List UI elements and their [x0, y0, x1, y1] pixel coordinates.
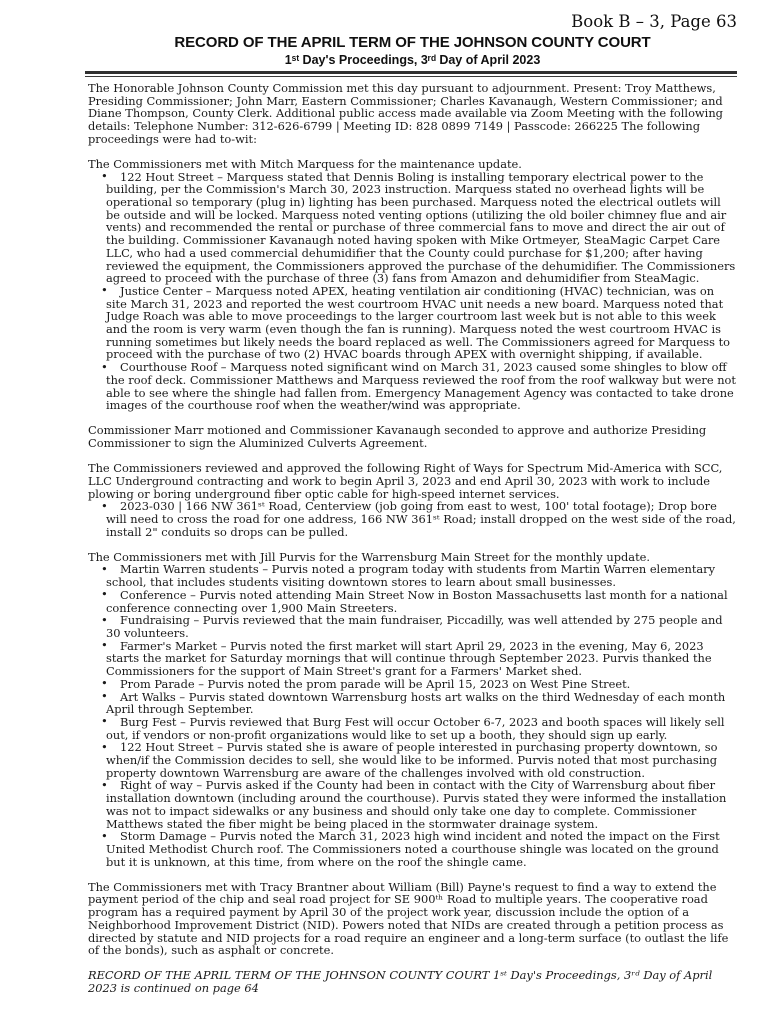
bullet-item: • Prom Parade – Purvis noted the prom parade will be April 15, 2023 on West Pine Street.: [106, 678, 737, 691]
section-lead-paragraph: The Commissioners met with Tracy Brantner about William (Bill) Payne's request to find a way to extend the payment period of the chip and seal road project for SE 900ᵗʰ Road to multiple years. The cooperative road program has a required payment by April 30 of the project work year, discussion include the option of a Neighborhood Improvement District (NID). Powers noted that NIDs are created through a petition process as directed by statute and NID projects for a road require an engineer and a long-term surface (to outlast the life of the bonds), such as asphalt or concrete.: [88, 879, 729, 958]
sections-container: [88, 158, 737, 957]
intro-paragraph: The Honorable Johnson County Commission met this day pursuant to adjournment. Present: Troy Matthews, Presiding Commissioner; John Marr, Eastern Commissioner; Charles Kavanaugh, Western Commissioner; and Diane Thompson, County Clerk. Additional public access made available via Zoom Meeting with the following details: Telephone Number: 312-626-6799 | Meeting ID: 828 0899 7149 | Passcode: 266225 The following proceedings were had to-wit:: [88, 81, 723, 146]
section-lead-paragraph: The Commissioners reviewed and approved the following Right of Ways for Spectrum Mid-America with SCC, LLC Underground contracting and work to begin April 3, 2023 and end April 30, 2023 with work to include plowing or boring underground fiber optic cable for high-speed internet services.: [88, 461, 723, 501]
bullet-item: • 2023-030 | 166 NW 361ˢᵗ Road, Centerview (job going from east to west, 100' total footage); Drop bore will need to cross the road for one address, 166 NW 361ˢᵗ Road; install dropped on the west side of the road, install 2" conduits so drops can be pulled.: [106, 500, 737, 538]
bullet-list: [88, 563, 737, 868]
bullet-list: [88, 500, 737, 538]
bullet-item: • Fundraising – Purvis reviewed that the main fundraiser, Piccadilly, was well attended by 275 people and 30 volunteers.: [106, 614, 737, 639]
bullet-item: • Courthouse Roof – Marquess noted significant wind on March 31, 2023 caused some shingles to blow off the roof deck. Commissioner Matthews and Marquess reviewed the roof from the roof walkway but were not able to see where the shingle had fallen from. Emergency Management Agency was contacted to take drone images of the courthouse roof when the weather/wind was appropriate.: [106, 361, 737, 412]
book-page-reference: Book B – 3, Page 63: [571, 12, 737, 31]
bullet-item: • 122 Hout Street – Marquess stated that Dennis Boling is installing temporary electrical power to the building, per the Commission's March 30, 2023 instruction. Marquess stated no overhead lights will be operational so temporary (plug in) lighting has been purchased. Marquess noted the electrical outlets will be outside and will be locked. Marquess noted venting options (utilizing the old boiler chimney flue and air vents) and recommended the rental or purchase of three commercial fans to move and direct the air out of the building. Commissioner Kavanaugh noted having spoken with Mike Ortmeyer, SteaMagic Carpet Care LLC, who had a used commercial dehumidifier that the County could purchase for $1,200; after having reviewed the equipment, the Commissioners approved the purchase of the dehumidifier. The Commissioners agreed to proceed with the purchase of three (3) fans from Amazon and dehumidifier from SteaMagic.: [106, 171, 737, 285]
bullet-item: • Art Walks – Purvis stated downtown Warrensburg hosts art walks on the third Wednesday of each month April through September.: [106, 691, 737, 716]
section-lead-paragraph: The Commissioners met with Mitch Marquess for the maintenance update.: [88, 156, 522, 171]
bullet-list: [88, 171, 737, 412]
bullet-item: • Right of way – Purvis asked if the County had been in contact with the City of Warrensburg about fiber installation downtown (including around the courthouse). Purvis stated they were informed the installation was not to impact sidewalks or any business and should only take one day to complete. Commissioner Matthews stated the fiber might be being placed in the stormwater drainage system.: [106, 779, 737, 830]
bullet-item: • Storm Damage – Purvis noted the March 31, 2023 high wind incident and noted the impact on the First United Methodist Church roof. The Commissioners noted a courthouse shingle was located on the ground but it is unknown, at this time, from where on the roof the shingle came.: [106, 830, 737, 868]
bullet-item: • 122 Hout Street – Purvis stated she is aware of people interested in purchasing property downtown, so when/if the Commission decides to sell, she would like to be informed. Purvis noted that most purchasing property downtown Warrensburg are aware of the challenges involved with old construction.: [106, 741, 737, 779]
section-lead-paragraph: The Commissioners met with Jill Purvis for the Warrensburg Main Street for the monthly update.: [88, 549, 651, 564]
document-title: RECORD OF THE APRIL TERM OF THE JOHNSON COUNTY COURT: [174, 34, 651, 51]
bullet-item: • Farmer's Market – Purvis noted the first market will start April 29, 2023 in the evening, May 6, 2023 starts the market for Saturday mornings that will continue through September 2023. Purvis thanked the Commissioners for the support of Main Street's grant for a Farmers' Market shed.: [106, 640, 737, 678]
bullet-item: • Martin Warren students – Purvis noted a program today with students from Martin Warren elementary school, that includes students visiting downtown stores to learn about small businesses.: [106, 563, 737, 588]
bullet-item: • Justice Center – Marquess noted APEX, heating ventilation air conditioning (HVAC) technician, was on site March 31, 2023 and reported the west courtroom HVAC unit needs a new board. Marquess noted that Judge Roach was able to move proceedings to the larger courtroom last week but is not able to this week and the room is very warm (even though the fan is running). Marquess noted the west courtroom HVAC is running sometimes but likely needs the board replaced as well. The Commissioners agreed for Marquess to proceed with the purchase of two (2) HVAC boards through APEX with overnight shipping, if available.: [106, 285, 737, 361]
section-lead-paragraph: Commissioner Marr motioned and Commissioner Kavanaugh seconded to approve and authorize Presiding Commissioner to sign the Aluminized Culverts Agreement.: [88, 423, 707, 451]
document-subtitle: 1ˢᵗ Day's Proceedings, 3ʳᵈ Day of April 2023: [284, 53, 541, 67]
continuation-footer: RECORD OF THE APRIL TERM OF THE JOHNSON COUNTY COURT 1ˢᵗ Day's Proceedings, 3ʳᵈ Day of April 2023 is continued on page 64: [88, 968, 713, 996]
bullet-item: • Conference – Purvis noted attending Main Street Now in Boston Massachusetts last month for a national conference connecting over 1,900 Main Streeters.: [106, 589, 737, 614]
header-divider-rule: [85, 71, 737, 77]
bullet-item: • Burg Fest – Purvis reviewed that Burg Fest will occur October 6-7, 2023 and booth spaces will likely sell out, if vendors or non-profit organizations would like to set up a booth, they should sign up early.: [106, 716, 737, 741]
